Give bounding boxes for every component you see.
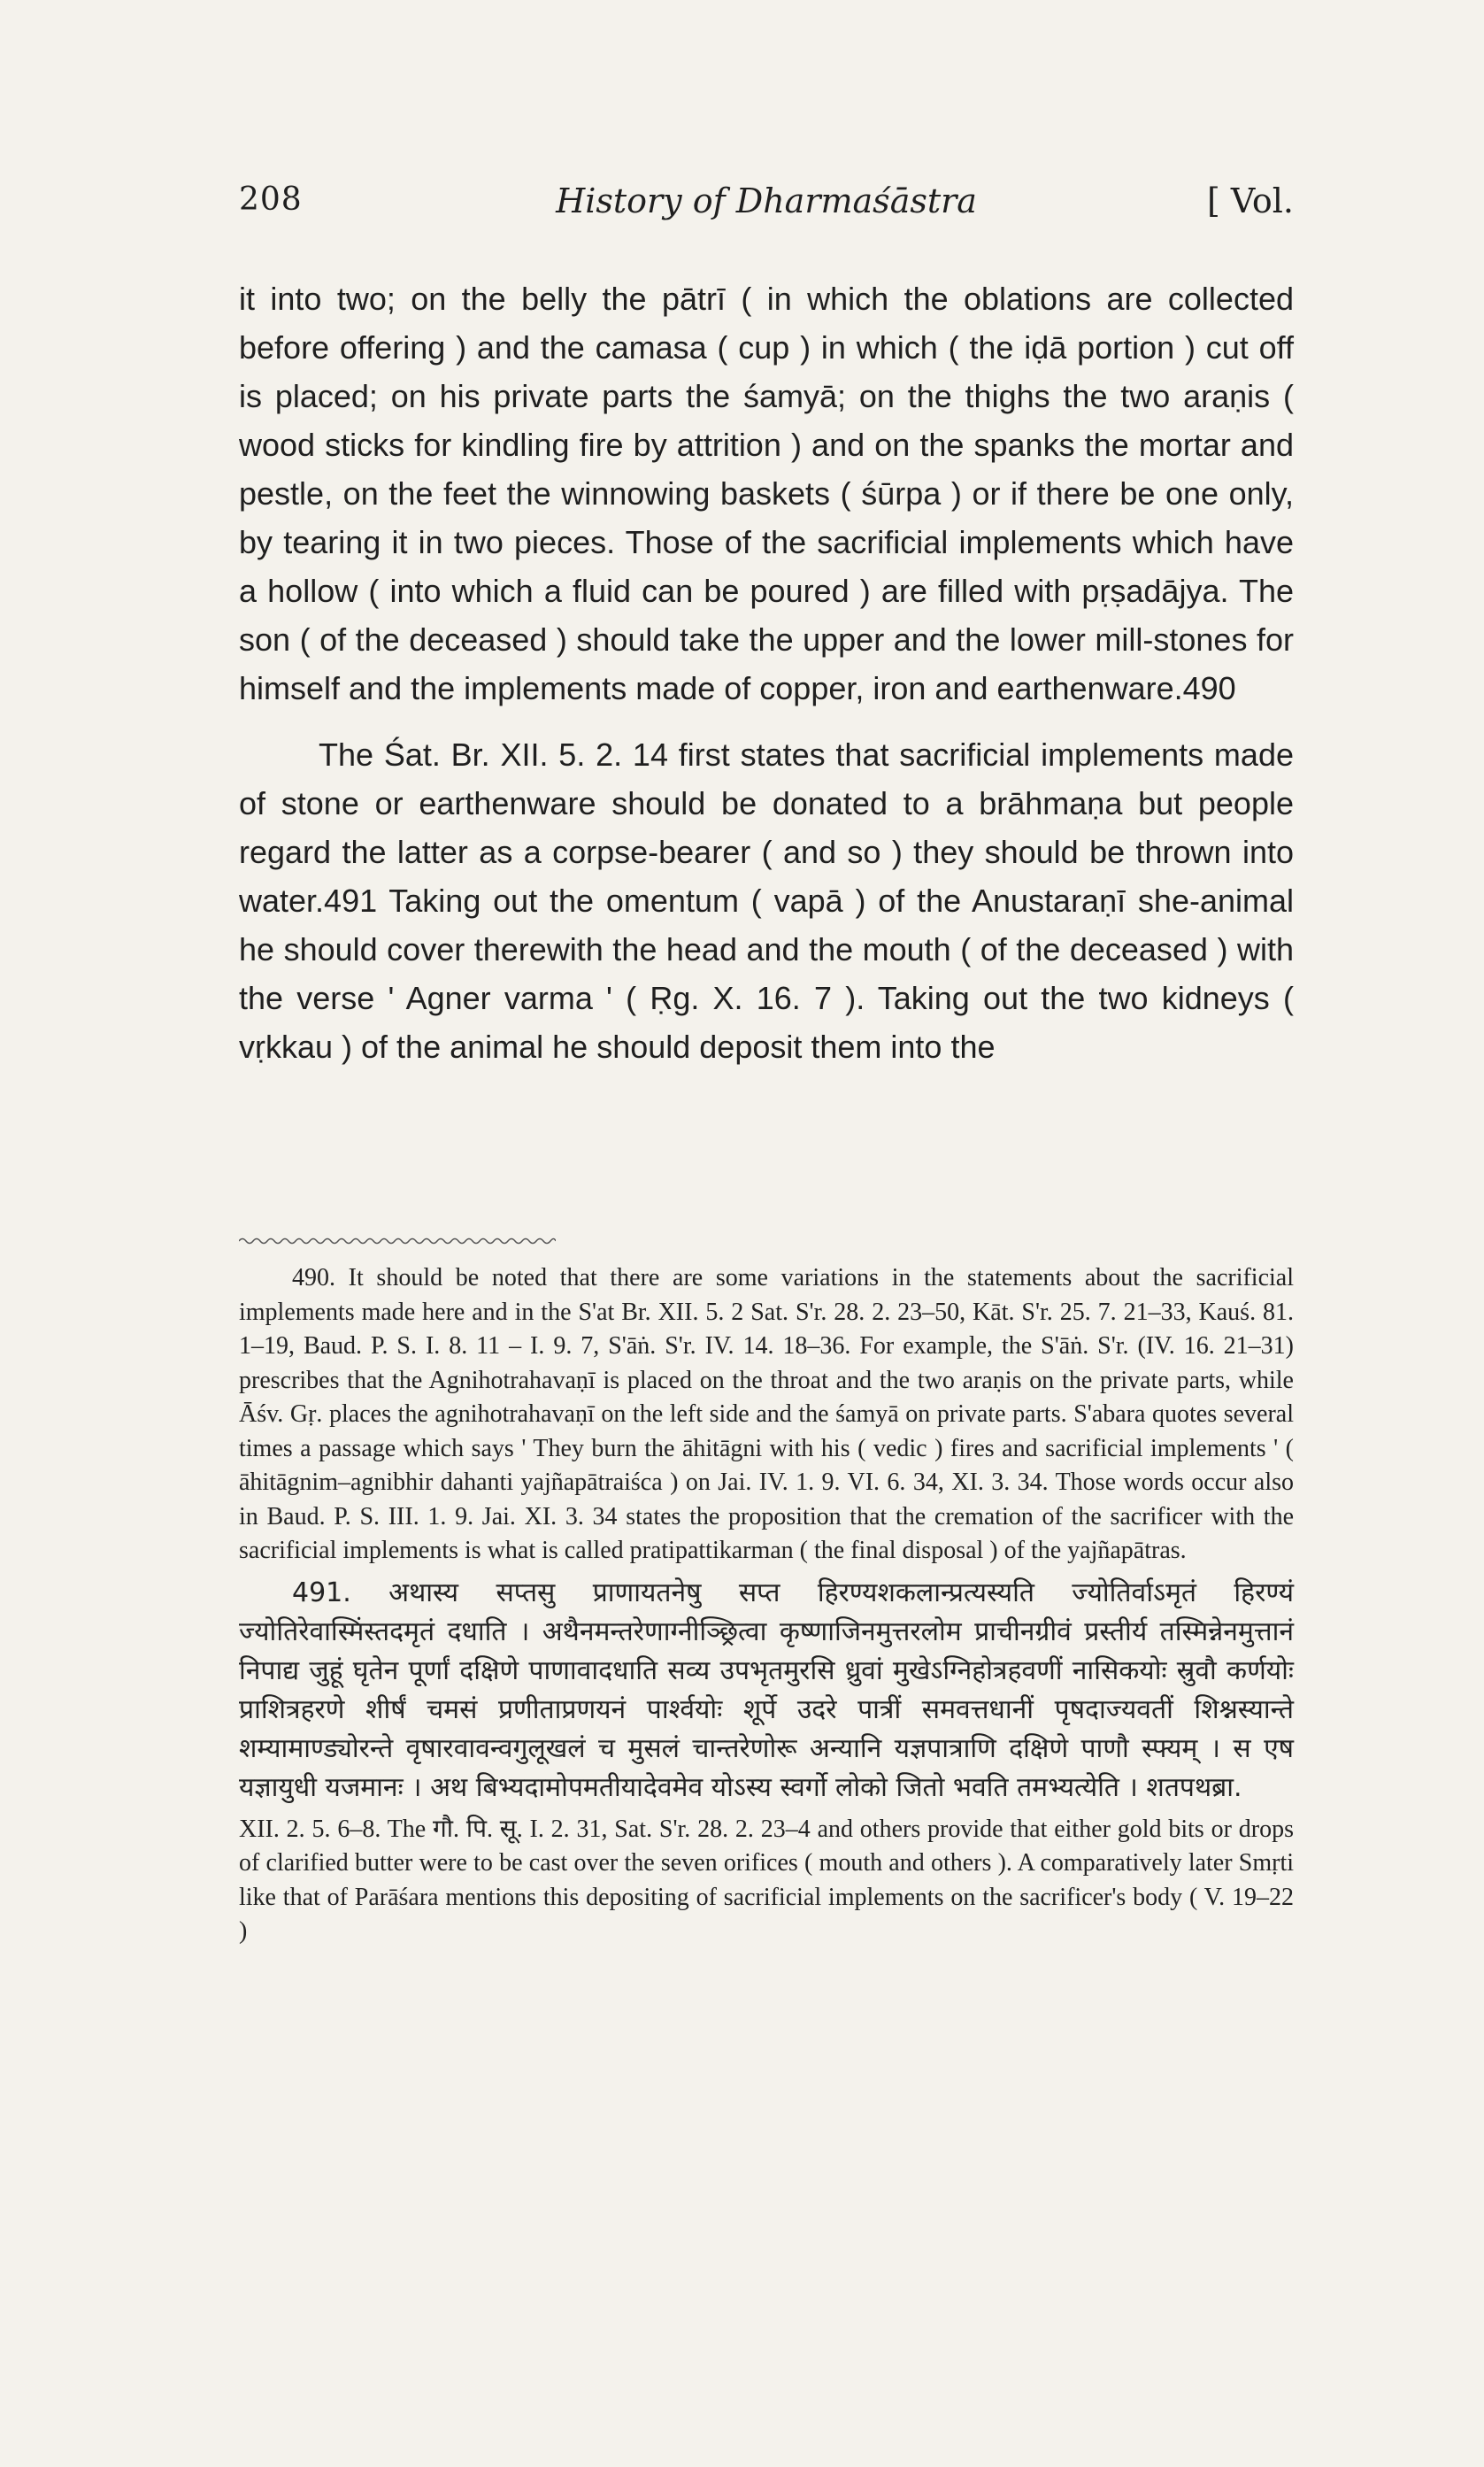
- running-header: [239, 181, 1294, 235]
- volume-marker: [ Vol.: [1207, 181, 1294, 220]
- footnote-491-sanskrit: 491. अथास्य सप्तसु प्राणायतनेषु सप्त हिरण्यशकलान्प्रत्यस्यति ज्योतिर्वाऽमृतं हिरण्यं ज्योतिरेवास्मिंस्तदमृतं दधाति । अथैनमन्तरेणाग्नीञ्छ्रित्वा कृष्णाजिनमुत्तरलोम प्राचीनग्रीवं प्रस्तीर्य तस्मिन्नेनमुत्तानं निपाद्य जुहूं घृतेन पूर्णां दक्षिणे पाणावादधाति सव्य उपभृतमुरसि ध्रुवां मुखेऽग्निहोत्रहवणीं नासिकयोः स्रुवौ कर्णयोः प्राशित्रहरणे शीर्षं चमसं प्रणीताप्रणयनं पार्श्वयोः शूर्पे उदरे पात्रीं समवत्तधानीं पृषदाज्यवतीं शिश्नस्यान्ते शम्यामाण्ड्योरन्ते वृषारवावन्वगुलूखलं च मुसलं चान्तरेणोरू अन्यानि यज्ञपात्राणि दक्षिणे पाणौ स्फ्यम् । स एष यज्ञायुधी यजमानः । अथ बिभ्यदामोपमतीयादेवमेव योऽस्य स्वर्गो लोको जितो भवति तमभ्यत्येति । शतपथब्रा.: [239, 1577, 1294, 1803]
- footnotes: [239, 1261, 1294, 1949]
- footnote-separator: [239, 1236, 556, 1246]
- running-title: History of Dharmaśāstra: [556, 181, 977, 220]
- main-text: [239, 274, 1294, 1071]
- paragraph-sat-br: The Śat. Br. XII. 5. 2. 14 first states that sacrificial implements made of stone or earthenware should be donated to a brāhmaṇa but people regard the latter as a corpse-bearer ( and so ) they should be thrown into water.491 Taking out the omentum ( vapā ) of the Anustaraṇī she-animal he should cover therewith the head and the mouth ( of the deceased ) with the verse ' Agner varma ' ( Ṛg. X. 16. 7 ). Taking out the two kidneys ( vṛkkau ) of the animal he should deposit them into the: [239, 736, 1294, 1065]
- footnote-491-english: XII. 2. 5. 6–8. The गौ. पि. सू. I. 2. 31, Sat. S'r. 28. 2. 23–4 and others provide that either gold bits or drops of clarified butter were to be cast over the seven orifices ( mouth and others ). A comparatively later Smṛti like that of Parāśara mentions this depositing of sacrificial implements on the sacrificer's body ( V. 19–22 ): [239, 1815, 1294, 1945]
- page-number: 208: [239, 181, 303, 218]
- footnote-490: 490. It should be noted that there are some variations in the statements about the sacrificial implements made here and in the S'at Br. XII. 5. 2 Sat. S'r. 28. 2. 23–50, Kāt. S'r. 25. 7. 21–33, Kauś. 81. 1–19, Baud. P. S. I. 8. 11 – I. 9. 7, S'āṅ. S'r. IV. 14. 18–36. For example, the S'āṅ. S'r. (IV. 16. 21–31) prescribes that the Agnihotrahavaṇī is placed on the throat and the two araṇis on the private parts, while Āśv. Gṛ. places the agnihotrahavaṇī on the left side and the śamyā on private parts. S'abara quotes several times a passage which says ' They burn the āhitāgni with his ( vedic ) fires and sacrificial implements ' ( āhitāgnim–agnibhir dahanti yajñapātraiśca ) on Jai. IV. 1. 9. VI. 6. 34, XI. 3. 34. Those words occur also in Baud. P. S. III. 1. 9. Jai. XI. 3. 34 states the proposition that the cremation of the sacrificer with the sacrificial implements is what is called pratipattikarman ( the final disposal ) of the yajñapātras.: [239, 1264, 1294, 1564]
- paragraph-continuation: it into two; on the belly the pātrī ( in which the oblations are collected before offering ) and the camasa ( cup ) in which ( the iḍā portion ) cut off is placed; on his private parts the śamyā; on the thighs the two araṇis ( wood sticks for kindling fire by attrition ) and on the spanks the mortar and pestle, on the feet the winnowing baskets ( śūrpa ) or if there be one only, by tearing it in two pieces. Those of the sacrificial implements which have a hollow ( into which a fluid can be poured ) are filled with pṛṣadājya. The son ( of the deceased ) should take the upper and the lower mill-stones for himself and the implements made of copper, iron and earthenware.490: [239, 281, 1294, 706]
